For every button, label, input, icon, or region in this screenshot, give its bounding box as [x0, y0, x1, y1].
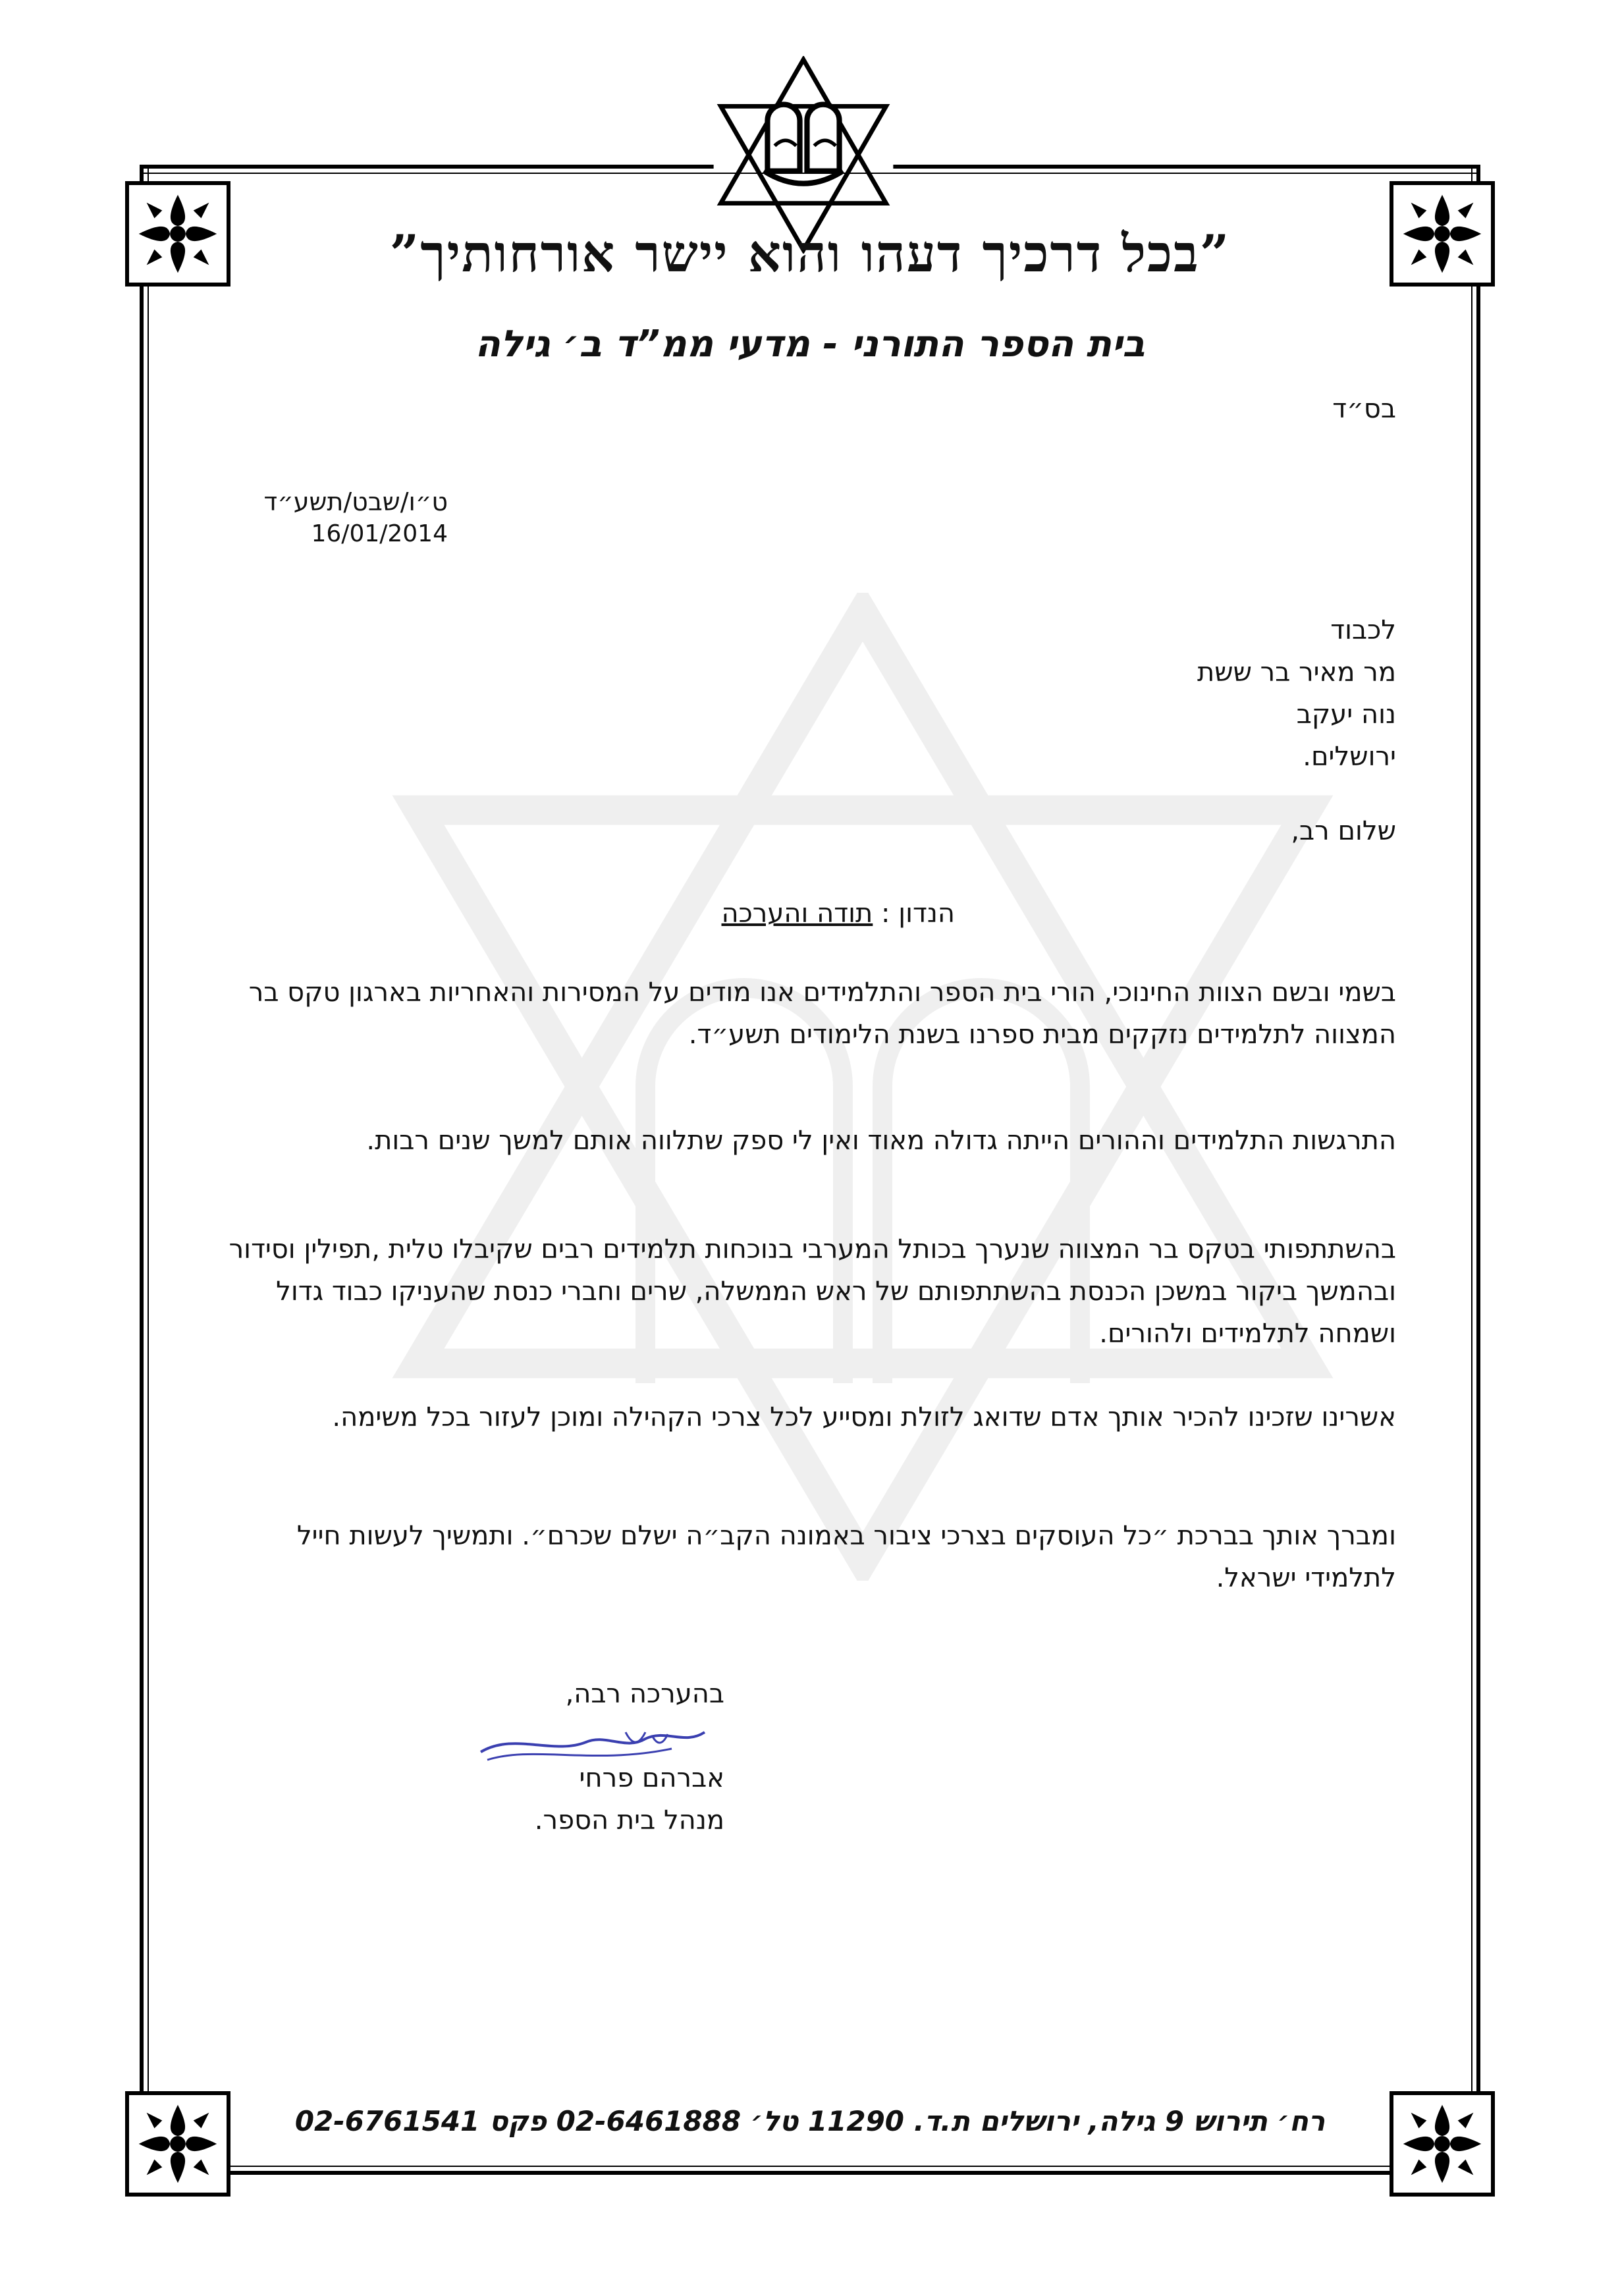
recipient-line: לכבוד	[1330, 615, 1396, 645]
closing-block	[535, 1673, 724, 1842]
greeting: שלום רב,	[1291, 816, 1396, 846]
body-paragraph-2: התרגשות התלמידים וההורים הייתה גדולה מאוד ואין לי ספק שתלווה אותם למשך שנים רבות.	[366, 1126, 1396, 1156]
bsd-mark: בס״ד	[1332, 394, 1396, 424]
hebrew-date: ט״ו/שבט/תשע״ד	[263, 487, 448, 516]
frame-bottom-inner	[140, 2166, 1480, 2167]
frame-right-inner	[1471, 165, 1472, 2175]
motto-line: ”בכל דרכיך דעהו והוא יישר אורחותיך”	[389, 224, 1231, 284]
footer-address: רח׳ תירוש 9 גילה, ירושלים ת.ד. 11290 טל׳ 02-6461888 פקס 02-6761541	[294, 2105, 1326, 2137]
corner-ornament-bottom-left	[125, 2091, 230, 2197]
gregorian-date: 16/01/2014	[311, 520, 448, 547]
ornament-tile-icon	[1393, 2095, 1491, 2193]
recipient-block	[211, 609, 1396, 778]
frame-bottom	[140, 2171, 1480, 2175]
frame-left-inner	[148, 165, 149, 2175]
school-name: בית הספר התורני - מדעי ממ”ד ב׳ גילה	[475, 323, 1145, 366]
recipient-line: ירושלים.	[1303, 742, 1396, 772]
recipient-line: מר מאיר בר ששת	[1197, 657, 1396, 688]
body-paragraph-5: ומברך אותך בברכת ״כל העוסקים בצרכי ציבור באמונה הקב״ה ישלם שכרם״. ותמשיך לעשות חייל לתלמידי ישראל.	[296, 1521, 1396, 1593]
signer-title: מנהל בית הספר.	[534, 1805, 724, 1836]
body-paragraph-4: אשרינו שזכינו להכיר אותך אדם שדואג לזולת ומסייע לכל צרכי הקהילה ומוכן לעזור בכל משימה.	[332, 1402, 1396, 1433]
body-paragraph-3: בהשתתפותי בטקס בר המצווה שנערך בכותל המערבי בנוכחות תלמידים רבים שקיבלו טלית ,תפילין וסידור ובהמשך ביקור במשכן הכנסת בהשתתפותם של ראש הממשלה, שרים וחברי כנסת שהעניקו כבוד גדול ושמחה לתלמידים ולהורים.	[229, 1234, 1396, 1349]
ornament-tile-icon	[129, 2095, 227, 2193]
corner-ornament-bottom-right	[1390, 2091, 1495, 2197]
recipient-line: נוה יעקב	[1296, 699, 1396, 730]
subject-line	[494, 892, 955, 935]
subject-label: הנדון :	[873, 898, 955, 929]
frame-left	[140, 165, 144, 2175]
body-paragraph-1: בשמי ובשם הצוות החינוכי, הורי בית הספר והתלמידים אנו מודים על המסירות והאחריות בארגון טקס בר המצווה לתלמידים נזקקים מבית ספרנו בשנת הלימודים תשע״ד.	[248, 977, 1396, 1050]
frame-right	[1476, 165, 1480, 2175]
subject-value: תודה והערכה	[721, 898, 873, 929]
closing-regards: בהערכה רבה,	[565, 1679, 724, 1709]
signer-name: אברהם פרחי	[579, 1763, 724, 1793]
